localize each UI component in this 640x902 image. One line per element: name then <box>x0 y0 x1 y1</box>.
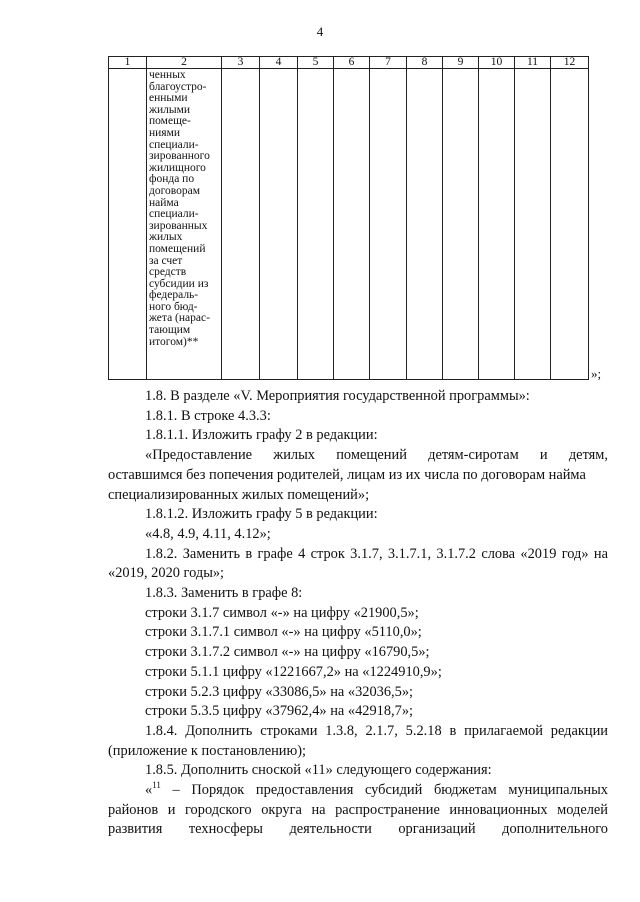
cell-line: жилыми <box>149 103 190 116</box>
cell-line: ченных <box>149 69 186 81</box>
cell-line: тающим <box>149 324 191 337</box>
cell-line: итогом)** <box>149 335 199 348</box>
footnote-open-quote: « <box>145 782 153 799</box>
paragraph: 1.8.1.2. Изложить графу 5 в редакции: <box>145 506 378 523</box>
cell-line: специали- <box>149 138 199 151</box>
cell-line: зированных <box>149 219 208 232</box>
paragraph: (приложение к постановлению); <box>108 742 307 759</box>
table-header-row <box>109 57 589 69</box>
column-header: 9 <box>443 57 479 69</box>
column-header: 12 <box>551 57 589 69</box>
paragraph: строки 3.1.7 символ «-» на цифру «21900,5»; <box>145 604 419 621</box>
cell-line: найма <box>149 196 179 209</box>
paragraph: 1.8. В разделе «V. Мероприятия государственной программы»: <box>145 388 530 404</box>
paragraph: строки 5.2.3 цифру «33086,5» на «32036,5»; <box>145 683 414 700</box>
paragraph: 1.8.1.1. Изложить графу 2 в редакции: <box>145 427 378 444</box>
measures-table <box>108 56 589 380</box>
cell-line: федераль- <box>149 289 199 302</box>
paragraph: 1.8.1. В строке 4.3.3: <box>145 407 271 424</box>
column-header: 7 <box>370 57 407 69</box>
table-cell <box>515 69 551 380</box>
footnote-paragraph <box>108 781 608 801</box>
cell-line: помеще- <box>149 115 191 128</box>
paragraph: «2019, 2020 годы»; <box>108 565 225 582</box>
table-closing-quote: »; <box>591 366 602 381</box>
paragraph: «Предоставление жилых помещений детям-сиротам и детям, <box>145 447 608 464</box>
cell-line: ниями <box>149 126 181 139</box>
paragraph: строки 5.1.1 цифру «1221667,2» на «1224910,9»; <box>145 663 442 680</box>
table-cell <box>370 69 407 380</box>
table-cell <box>443 69 479 380</box>
paragraph: строки 5.3.5 цифру «37962,4» на «42918,7»; <box>145 703 414 720</box>
column-header: 8 <box>407 57 443 69</box>
table-cell <box>407 69 443 380</box>
cell-line: субсидии из <box>149 277 209 290</box>
paragraph: районов и городского округа на распространение инновационных моделей <box>108 801 608 818</box>
paragraph: 1.8.3. Заменить в графе 8: <box>145 585 303 602</box>
column-header: 3 <box>222 57 260 69</box>
document-body <box>108 387 608 840</box>
table-cell <box>551 69 589 380</box>
cell-line: благоустро- <box>149 80 207 93</box>
cell-line: жилищного <box>149 161 206 174</box>
column-header: 11 <box>515 57 551 69</box>
column-header: 1 <box>109 57 147 69</box>
cell-line: ного бюд- <box>149 300 198 313</box>
column-header: 4 <box>260 57 298 69</box>
table-cell <box>260 69 298 380</box>
cell-line: средств <box>149 266 187 279</box>
paragraph: строки 3.1.7.2 символ «-» на цифру «16790,5»; <box>145 644 430 661</box>
cell-line: жилых <box>149 231 183 244</box>
cell-line: жета (нарас- <box>149 312 210 325</box>
table-cell <box>479 69 515 380</box>
paragraph: строки 3.1.7.1 символ «-» на цифру «5110,0»; <box>145 624 422 641</box>
cell-line: специали- <box>149 208 199 221</box>
table-cell <box>109 69 147 380</box>
paragraph: развития техносферы деятельности организаций дополнительного <box>108 821 608 838</box>
table-cell <box>222 69 260 380</box>
column-header: 2 <box>147 57 222 69</box>
cell-line: помещений <box>149 242 206 255</box>
cell-line: фонда по <box>149 173 195 186</box>
cell-line: за счет <box>149 254 183 267</box>
column-header: 10 <box>479 57 515 69</box>
paragraph: 1.8.5. Дополнить сноской «11» следующего содержания: <box>145 762 492 779</box>
paragraph: «4.8, 4.9, 4.11, 4.12»; <box>145 525 271 542</box>
paragraph: 1.8.4. Дополнить строками 1.3.8, 2.1.7, 5.2.18 в прилагаемой редакции <box>145 722 608 739</box>
cell-line: енными <box>149 92 188 105</box>
column-header: 5 <box>298 57 334 69</box>
paragraph: 1.8.2. Заменить в графе 4 строк 3.1.7, 3.1.7.1, 3.1.7.2 слова «2019 год» на <box>145 545 608 562</box>
footnote-text: – Порядок предоставления субсидий бюджетам муниципальных <box>160 782 608 799</box>
page-number: 4 <box>316 24 324 39</box>
cell-line: договорам <box>149 184 201 197</box>
footnote-marker: 11 <box>152 780 161 791</box>
paragraph: специализированных жилых помещений»; <box>108 486 370 503</box>
cell-line: зированного <box>149 150 210 163</box>
table-cell <box>298 69 334 380</box>
column-header: 6 <box>334 57 370 69</box>
indicator-name-cell <box>147 69 222 380</box>
paragraph: оставшимся без попечения родителей, лицам из их числа по договорам найма <box>108 466 586 483</box>
table-row <box>109 69 589 380</box>
table-cell <box>334 69 370 380</box>
